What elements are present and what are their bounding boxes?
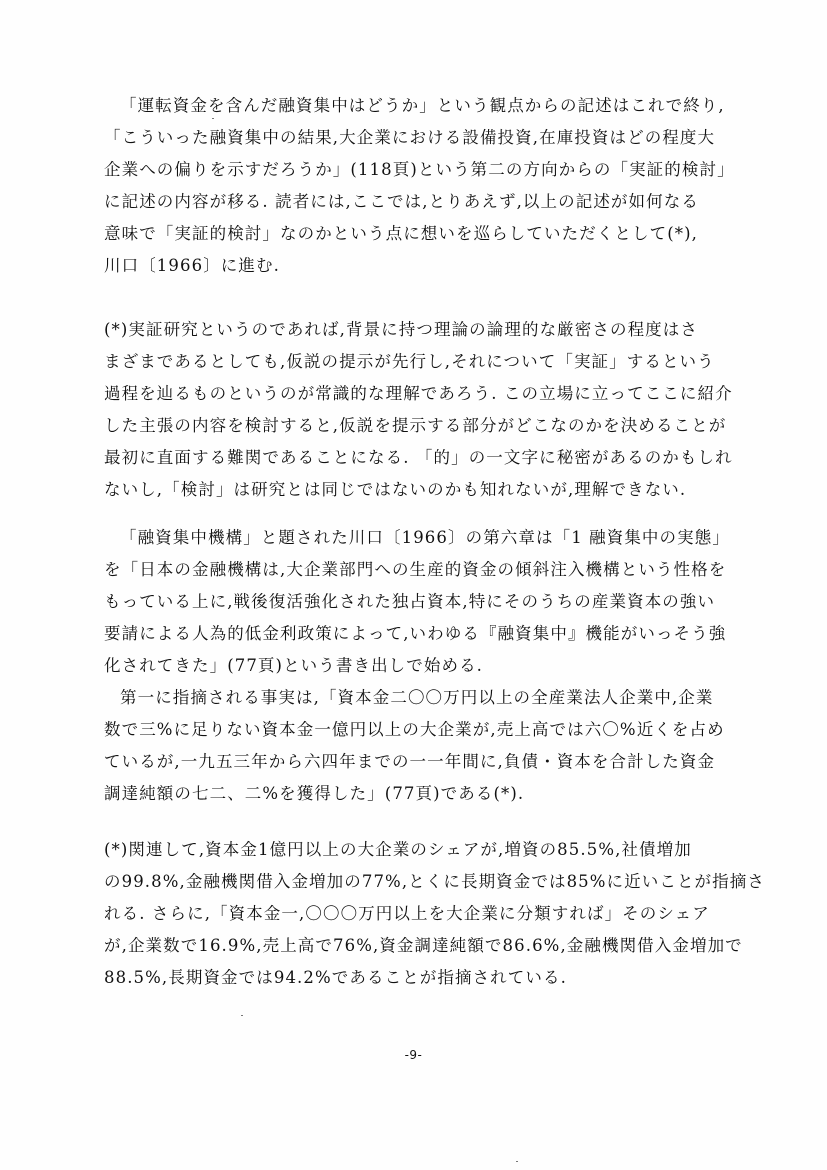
paragraph-1-line-6: 川口〔1966〕に進む. (104, 256, 280, 275)
paragraph-1-line-4: に記述の内容が移る. 読者には,ここでは,とりあえず,以上の記述が如何なる (104, 192, 699, 211)
paragraph-2-line-9: 調達純額の七二、二%を獲得した」(77頁)である(*). (104, 784, 525, 803)
note-1-line-6: ないし,「検討」は研究とは同じではないのかも知れないが,理解できない. (104, 480, 687, 499)
scan-speck (241, 1015, 243, 1016)
paragraph-2-line-8: ているが,一九五三年から六四年までの一一年間に,負債・資本を合計した資金 (104, 752, 716, 771)
paragraph-2-line-4: 要請による人為的低金利政策によって,いわゆる『融資集中』機能がいっそう強 (104, 624, 727, 643)
note-1-line-3: 過程を辿るものというのが常識的な理解であろう. この立場に立ってここに紹介 (104, 384, 733, 403)
note-1-line-5: 最初に直面する難関であることになる. 「的」の一文字に秘密があるのかもしれ (104, 448, 733, 467)
paragraph-2-line-7: 数で三%に足りない資本金一億円以上の大企業が,売上高では六〇%近くを占め (104, 720, 725, 739)
paragraph-1-line-5: 意味で「実証的検討」なのかという点に想いを巡らしていただくとして(*), (104, 224, 698, 243)
scan-speck (212, 118, 214, 119)
note-2-line-1: (*)関連して,資本金1億円以上の大企業のシェアが,増資の85.5%,社債増加 (104, 840, 692, 859)
paragraph-2-line-2: を「日本の金融機構は,大企業部門への生産的資金の傾斜注入機構という性格を (104, 560, 727, 579)
paragraph-1-line-2: 「こういった融資集中の結果,大企業における設備投資,在庫投資はどの程度大 (104, 128, 716, 147)
note-2-line-2: の99.8%,金融機関借入金増加の77%,とくに長期資金では85%に近いことが指摘さ (104, 872, 765, 891)
note-2-line-5: 88.5%,長期資金では94.2%であることが指摘されている. (104, 968, 567, 987)
paragraph-2-line-5: 化されてきた」(77頁)という書き出しで始める. (104, 656, 484, 675)
paragraph-1-line-1: 「運転資金を含んだ融資集中はどうか」という観点からの記述はこれで終り, (120, 96, 725, 115)
note-1-line-1: (*)実証研究というのであれば,背景に持つ理論の論理的な厳密さの程度はさ (104, 320, 698, 339)
note-2-line-4: が,企業数で16.9%,売上高で76%,資金調達純額で86.6%,金融機関借入金増加で (104, 936, 743, 955)
note-1-line-4: した主張の内容を検討すると,仮説を提示する部分がどこなのかを決めることが (104, 416, 727, 435)
paragraph-1-line-3: 企業への偏りを示すだろうか」(118頁)という第二の方向からの「実証的検討」 (104, 160, 735, 179)
scan-speck (516, 1161, 518, 1162)
note-2-line-3: れる. さらに,「資本金一,〇〇〇万円以上を大企業に分類すれば」そのシェア (104, 904, 710, 923)
paragraph-2-line-6: 第一に指摘される事実は,「資本金二〇〇万円以上の全産業法人企業中,企業 (120, 688, 714, 707)
note-1-line-2: まざまであるとしても,仮説の提示が先行し,それについて「実証」するという (104, 352, 715, 371)
paragraph-2-line-1: 「融資集中機構」と題された川口〔1966〕の第六章は「1 融資集中の実態」 (120, 528, 730, 547)
page-number: -9- (404, 1048, 423, 1062)
paragraph-2-line-3: もっている上に,戦後復活強化された独占資本,特にそのうちの産業資本の強い (104, 592, 716, 611)
